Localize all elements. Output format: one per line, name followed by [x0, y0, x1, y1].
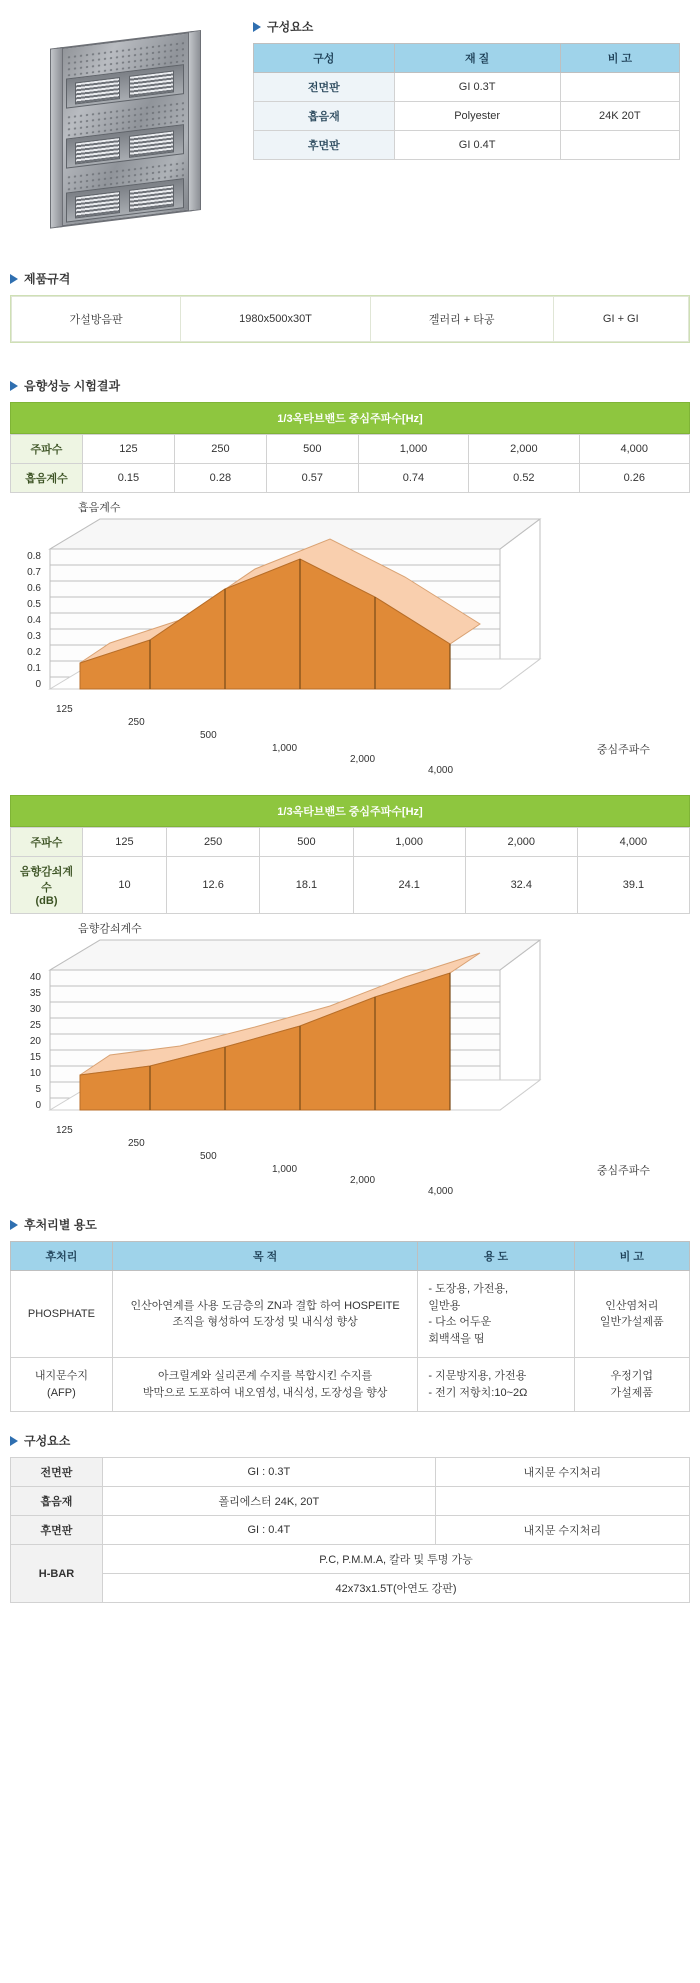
freq-cell: 500	[260, 828, 353, 857]
table-row	[11, 1358, 690, 1412]
freq-cell: 125	[83, 828, 167, 857]
chart2-ytick: 40	[29, 972, 41, 983]
heading-text: 음향성능 시험결과	[24, 379, 121, 393]
chart2-ytick: 15	[29, 1052, 41, 1063]
chart2-ytick: 10	[29, 1068, 41, 1079]
note-line2: 일반가설제품	[599, 1316, 664, 1328]
section-heading-components	[10, 1432, 690, 1449]
chart2-ytick: 20	[29, 1036, 41, 1047]
attenuation-chart	[10, 920, 690, 1197]
table-row	[11, 464, 690, 493]
heading-text: 후처리별 용도	[24, 1218, 97, 1232]
value-cell: 10	[83, 857, 167, 914]
chart2-xtick: 500	[200, 1151, 217, 1162]
section-heading-post-treatment	[10, 1216, 690, 1233]
freq-cell: 125	[83, 435, 175, 464]
chart2-x-title: 중심주파수	[596, 1165, 650, 1177]
post-note	[574, 1358, 689, 1412]
chart2-ytick: 0	[35, 1100, 41, 1111]
product-image	[20, 18, 235, 228]
table-row	[12, 297, 689, 342]
cell-label: 전면판	[11, 1458, 103, 1487]
band-title-1: 1/3옥타브밴드 중심주파수[Hz]	[10, 402, 690, 434]
chart1-ytick: 0	[35, 679, 41, 690]
value-cell: 18.1	[260, 857, 353, 914]
cell-label: 전면판	[254, 73, 395, 102]
row-label-absorption: 흡음계수	[11, 464, 83, 493]
cell-label-hbar: H-BAR	[11, 1545, 103, 1603]
chart2-svg	[10, 920, 690, 1182]
purpose-line1: 인산아연계를 사용 도금층의 ZN과 결합 하여 HOSPEITE	[130, 1299, 400, 1312]
col-header-1: 목 적	[112, 1242, 418, 1271]
table-row	[11, 435, 690, 464]
table-row	[11, 828, 690, 857]
absorption-chart	[10, 499, 690, 776]
freq-cell: 4,000	[579, 435, 689, 464]
chart2-xtick: 2,000	[350, 1175, 376, 1186]
hbar-line2: 42x73x1.5T(아연도 강판)	[103, 1574, 690, 1603]
freq-cell: 2,000	[465, 828, 577, 857]
freq-cell: 2,000	[469, 435, 579, 464]
chart2-xtick: 1,000	[272, 1164, 298, 1175]
post-purpose	[112, 1358, 418, 1412]
chart1-ytick: 0.5	[27, 599, 41, 610]
freq-cell: 1,000	[353, 828, 465, 857]
cell-spec: GI : 0.4T	[103, 1516, 436, 1545]
chart1-xtick: 2,000	[350, 754, 376, 765]
table-row	[254, 131, 680, 160]
table-row	[254, 102, 680, 131]
purpose-line1: 아크릴계와 실리콘계 수지를 복합시킨 수지를	[158, 1370, 373, 1382]
chart1-xtick: 1,000	[272, 743, 298, 754]
chart1-xtick: 250	[128, 717, 145, 728]
value-cell: 0.15	[83, 464, 175, 493]
col-header-2: 비 고	[560, 44, 679, 73]
post-use	[418, 1358, 574, 1412]
chart1-xtick: 500	[200, 730, 217, 741]
row-label-attenuation	[11, 857, 83, 914]
cell-label: 후면판	[254, 131, 395, 160]
heading-text: 구성요소	[24, 1434, 71, 1448]
heading-text: 구성요소	[267, 20, 314, 34]
freq-cell: 250	[174, 435, 266, 464]
components-table-top	[253, 43, 680, 160]
chart2-xtick: 4,000	[428, 1186, 454, 1197]
col-header-3: 비 고	[574, 1242, 689, 1271]
spec-table-wrapper	[10, 295, 690, 343]
spec-cell-type: 겔러리 + 타공	[370, 297, 553, 342]
use-line2: - 전기 저항치:10~2Ω	[428, 1386, 528, 1399]
post-note	[574, 1271, 689, 1358]
chart2-ytick: 35	[29, 988, 41, 999]
chart1-xtick: 125	[56, 704, 73, 715]
name-line1: 내지문수지	[34, 1370, 88, 1382]
section-heading-components-top	[253, 18, 680, 35]
value-cell: 39.1	[577, 857, 689, 914]
freq-cell: 500	[266, 435, 358, 464]
row-label-line1: 음향감쇠계수	[19, 866, 74, 894]
cell-note: 24K 20T	[560, 102, 679, 131]
table-row	[11, 1271, 690, 1358]
band-title-2: 1/3옥타브밴드 중심주파수[Hz]	[10, 795, 690, 827]
cell-spec: 폴리에스터 24K, 20T	[103, 1487, 436, 1516]
note-line1: 우정기업	[610, 1370, 654, 1382]
cell-spec: GI : 0.3T	[103, 1458, 436, 1487]
spec-cell-material: GI + GI	[553, 297, 688, 342]
value-cell: 0.28	[174, 464, 266, 493]
note-line2: 가설제품	[610, 1386, 654, 1399]
table-row	[11, 857, 690, 914]
table-row-hbar	[11, 1545, 690, 1574]
value-cell: 12.6	[166, 857, 259, 914]
arrow-icon	[253, 22, 261, 32]
cell-treatment: 내지문 수지처리	[435, 1458, 689, 1487]
chart1-ytick: 0.2	[27, 647, 41, 658]
top-section	[10, 0, 690, 228]
table-row	[254, 73, 680, 102]
use-line4: 회백색을 띰	[428, 1332, 485, 1345]
value-cell: 0.52	[469, 464, 579, 493]
chart2-ytick: 25	[29, 1020, 41, 1031]
post-name	[11, 1358, 113, 1412]
use-line1: - 지문방지용, 가전용	[428, 1370, 527, 1382]
cell-treatment	[435, 1487, 689, 1516]
col-header-1: 재 질	[394, 44, 560, 73]
chart1-ytick: 0.1	[27, 663, 41, 674]
table-row	[11, 1487, 690, 1516]
chart1-ytick: 0.4	[27, 615, 41, 626]
value-cell: 0.57	[266, 464, 358, 493]
arrow-icon	[10, 274, 18, 284]
cell-label: 흡음재	[254, 102, 395, 131]
cell-note	[560, 131, 679, 160]
chart2-ytick: 30	[29, 1004, 41, 1015]
cell-material: GI 0.3T	[394, 73, 560, 102]
col-header-0: 구성	[254, 44, 395, 73]
chart2-xtick: 250	[128, 1138, 145, 1149]
table-row-hbar2	[11, 1574, 690, 1603]
purpose-line2: 박막으로 도포하여 내오염성, 내식성, 도장성을 향상	[142, 1386, 388, 1399]
use-line1: - 도장용, 가전용,	[428, 1283, 509, 1295]
value-cell: 32.4	[465, 857, 577, 914]
cell-treatment: 내지문 수지처리	[435, 1516, 689, 1545]
table-row	[11, 1458, 690, 1487]
cell-material: GI 0.4T	[394, 131, 560, 160]
chart2-xtick: 125	[56, 1125, 73, 1136]
components-table-final	[10, 1457, 690, 1603]
attenuation-table	[10, 827, 690, 914]
post-treatment-table	[10, 1241, 690, 1412]
freq-cell: 4,000	[577, 828, 689, 857]
chart2-ytick: 5	[35, 1084, 41, 1095]
post-name: PHOSPHATE	[11, 1271, 113, 1358]
section-heading-spec	[10, 270, 690, 287]
cell-note	[560, 73, 679, 102]
chart1-xtick: 4,000	[428, 765, 454, 776]
cell-label: 후면판	[11, 1516, 103, 1545]
chart1-y-title: 흡음계수	[78, 502, 121, 514]
row-label-line2: (dB)	[35, 895, 58, 907]
arrow-icon	[10, 381, 18, 391]
spec-cell-name: 가설방음판	[12, 297, 181, 342]
value-cell: 0.74	[358, 464, 468, 493]
arrow-icon	[10, 1436, 18, 1446]
name-line2: (AFP)	[47, 1386, 76, 1399]
spec-table	[11, 296, 689, 342]
freq-cell: 1,000	[358, 435, 468, 464]
cell-label: 흡음재	[11, 1487, 103, 1516]
value-cell: 0.26	[579, 464, 689, 493]
purpose-line2: 조직을 형성하여 도장성 및 내식성 향상	[172, 1316, 358, 1328]
col-header-0: 후처리	[11, 1242, 113, 1271]
use-line3: - 다소 어두운	[428, 1316, 492, 1328]
arrow-icon	[10, 1220, 18, 1230]
chart1-ytick: 0.8	[27, 551, 41, 562]
absorption-table	[10, 434, 690, 493]
table-header-row	[11, 1242, 690, 1271]
freq-cell: 250	[166, 828, 259, 857]
table-header-row	[254, 44, 680, 73]
hbar-line1: P.C, P.M.M.A, 칼라 및 투명 가능	[103, 1545, 690, 1574]
chart1-x-title: 중심주파수	[596, 744, 650, 756]
chart1-svg	[10, 499, 690, 761]
section-heading-acoustic	[10, 377, 690, 394]
col-header-2: 용 도	[418, 1242, 574, 1271]
table-row	[11, 1516, 690, 1545]
post-purpose	[112, 1271, 418, 1358]
row-label-frequency: 주파수	[11, 828, 83, 857]
use-line2: 일반용	[428, 1299, 461, 1312]
cell-material: Polyester	[394, 102, 560, 131]
panel-illustration	[48, 23, 208, 238]
value-cell: 24.1	[353, 857, 465, 914]
chart2-y-title: 음향감쇠계수	[78, 923, 142, 935]
heading-text: 제품규격	[24, 272, 71, 286]
chart1-ytick: 0.6	[27, 583, 41, 594]
note-line1: 인산염처리	[605, 1299, 659, 1312]
spec-cell-size: 1980x500x30T	[181, 297, 371, 342]
chart1-ytick: 0.3	[27, 631, 41, 642]
post-use	[418, 1271, 574, 1358]
row-label-frequency: 주파수	[11, 435, 83, 464]
chart1-ytick: 0.7	[27, 567, 41, 578]
